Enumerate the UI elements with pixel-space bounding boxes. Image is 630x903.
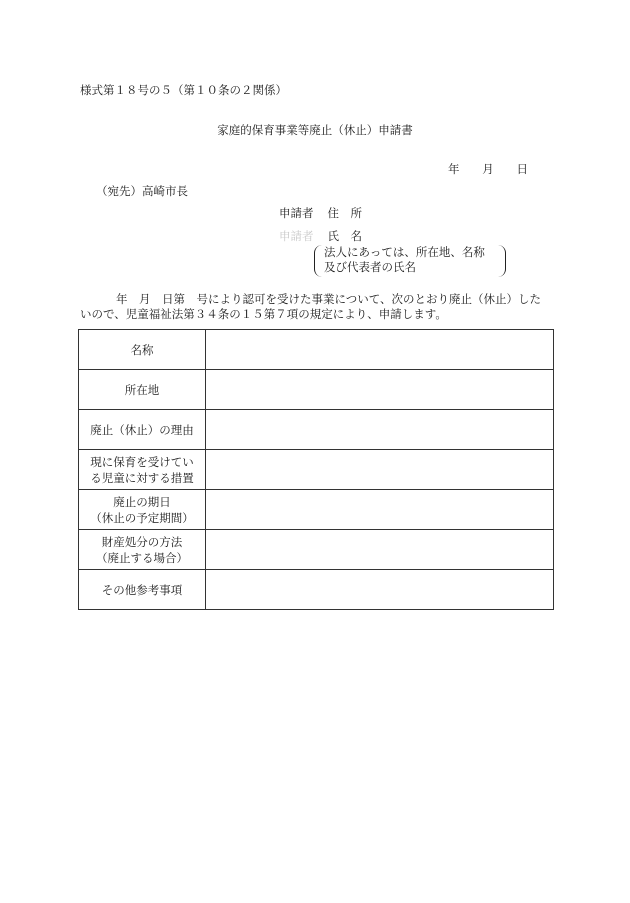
form-number: 様式第１８号の５（第１０条の２関係） [80, 83, 287, 97]
applicant-address-role: 申請者 [279, 206, 314, 220]
row-label [79, 490, 206, 530]
row-label [79, 330, 206, 370]
table-row [79, 330, 554, 370]
row-label [79, 570, 206, 610]
table-row [79, 490, 554, 530]
row-label-line2: （廃止する場合） [96, 550, 188, 565]
row-label-line1: 廃止（休止）の理由 [90, 422, 194, 437]
row-value-field[interactable] [206, 490, 554, 530]
applicant-address [279, 205, 362, 221]
table-row [79, 530, 554, 570]
row-value-field[interactable] [206, 370, 554, 410]
row-label-line1: 現に保育を受けてい [90, 454, 194, 469]
application-table [78, 329, 554, 610]
row-label-line1: 名称 [130, 342, 154, 357]
row-value-field[interactable] [206, 410, 554, 450]
row-label-line2: る児童に対する措置 [90, 470, 194, 485]
table-row [79, 570, 554, 610]
body-paragraph [80, 292, 550, 322]
corporate-note-line1: 法人にあっては、所在地、名称 [324, 245, 485, 259]
date-line [448, 161, 528, 177]
row-label-line2: （休止の予定期間） [90, 510, 194, 525]
row-label [79, 530, 206, 570]
applicant-address-label: 住 所 [327, 206, 362, 220]
table-row [79, 410, 554, 450]
corporate-note-bracket [314, 245, 506, 277]
row-value-field[interactable] [206, 330, 554, 370]
row-label-line1: 財産処分の方法 [101, 534, 183, 549]
table-row [79, 370, 554, 410]
row-label [79, 410, 206, 450]
applicant-name-role: 申請者 [279, 229, 314, 243]
document-title: 家庭的保育事業等廃止（休止）申請書 [217, 123, 413, 137]
row-value-field[interactable] [206, 570, 554, 610]
date-day: 日 [516, 162, 528, 176]
row-value-field[interactable] [206, 530, 554, 570]
row-value-field[interactable] [206, 450, 554, 490]
date-year: 年 [448, 162, 460, 176]
row-label-line1: 廃止の期日 [113, 494, 171, 509]
addressee: （宛先）高崎市長 [96, 184, 188, 198]
date-month: 月 [482, 162, 494, 176]
corporate-note-line2: 及び代表者の氏名 [324, 260, 416, 274]
row-label-line1: 所在地 [124, 382, 160, 397]
body-line2: いので、児童福祉法第３４条の１５第７項の規定により、申請します。 [80, 307, 447, 321]
applicant-name-label: 氏 名 [327, 229, 362, 243]
row-label [79, 370, 206, 410]
applicant-name [279, 228, 362, 244]
body-line1: 年 月 日第 号により認可を受けた事業について、次のとおり廃止（休止）した [116, 292, 542, 306]
row-label [79, 450, 206, 490]
table-row [79, 450, 554, 490]
row-label-line1: その他参考事項 [101, 582, 183, 597]
